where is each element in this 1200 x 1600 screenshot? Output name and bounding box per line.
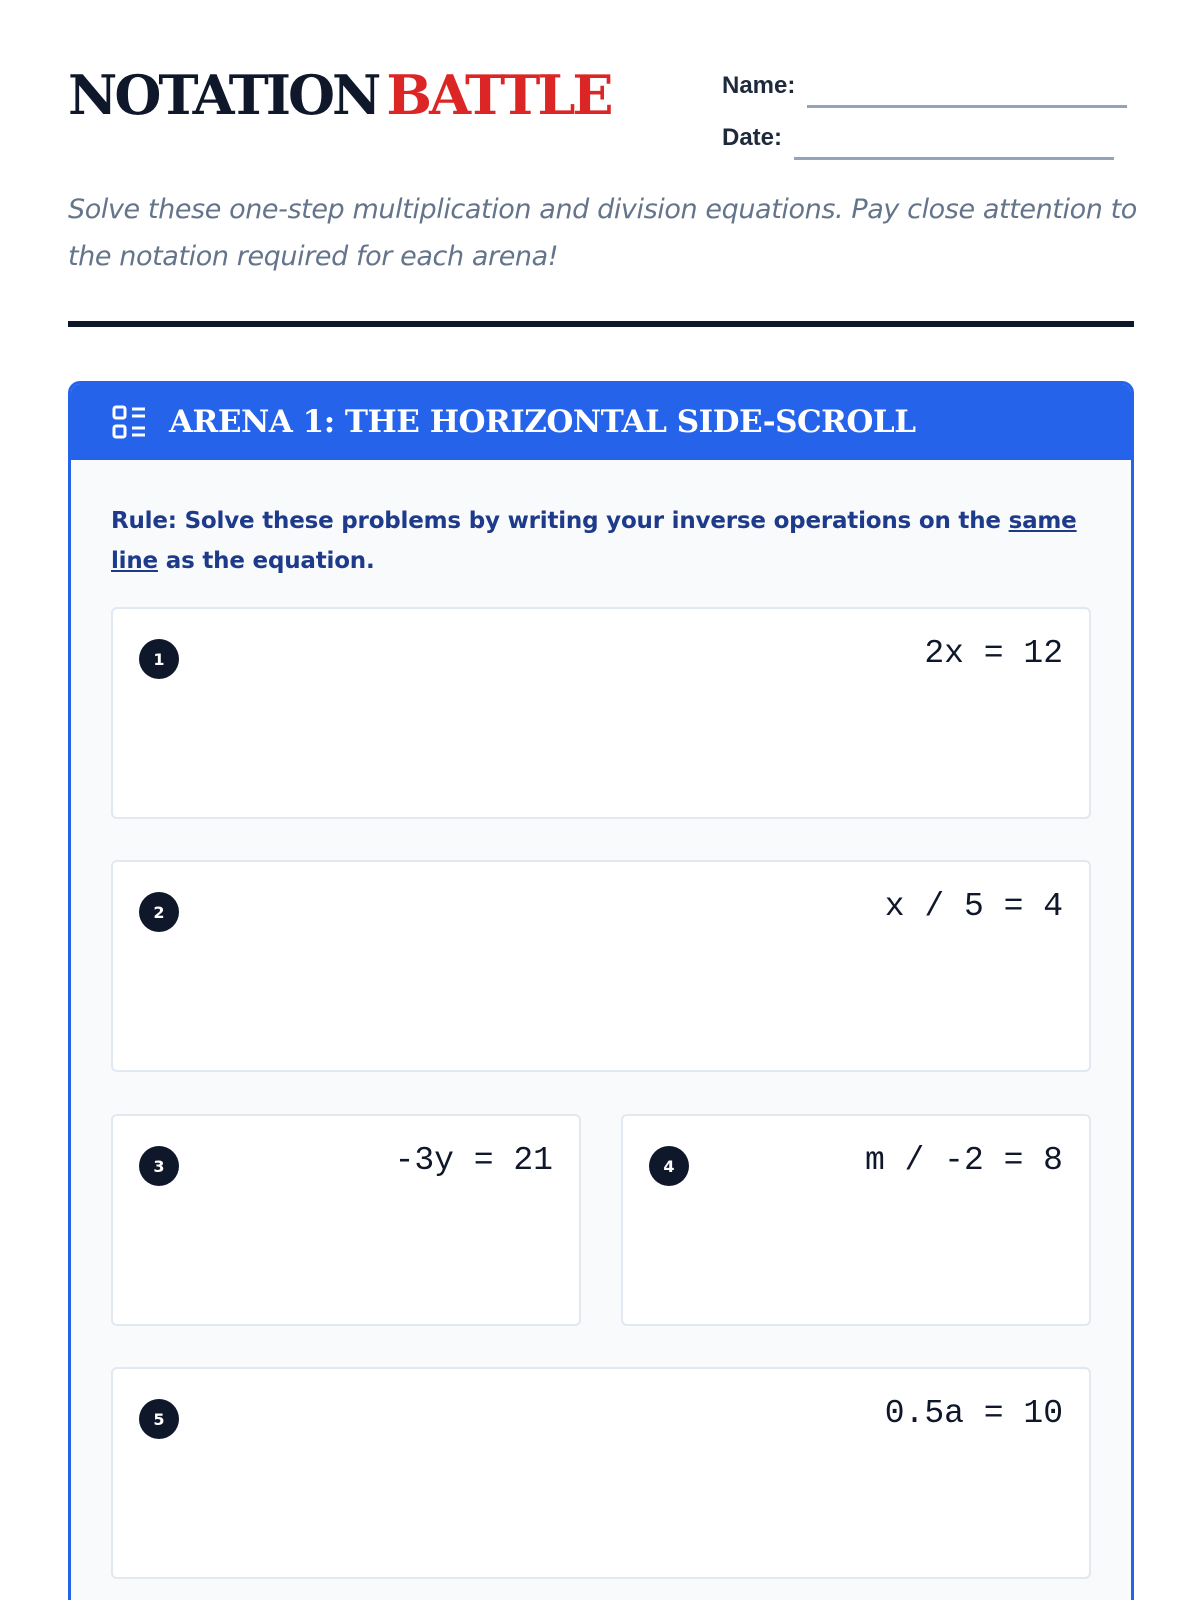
title-part-notation: NOTATION <box>68 63 379 127</box>
arena-rule <box>111 501 1101 581</box>
arena-1-panel <box>68 381 1134 1600</box>
problem-equation: 0.5a = 10 <box>884 1395 1063 1432</box>
rule-suffix: as the equation. <box>157 548 375 574</box>
name-line[interactable] <box>807 105 1127 108</box>
problem-card[interactable] <box>111 607 1091 819</box>
problem-card[interactable] <box>621 1114 1091 1326</box>
arena-header <box>71 384 1131 460</box>
problem-equation: -3y = 21 <box>394 1142 553 1179</box>
header-divider <box>68 321 1134 327</box>
worksheet-title <box>68 63 611 127</box>
problem-number-badge: 3 <box>139 1146 179 1186</box>
problem-number-badge: 4 <box>649 1146 689 1186</box>
problem-card[interactable] <box>111 1114 581 1326</box>
date-line[interactable] <box>794 157 1114 160</box>
problem-equation: 2x = 12 <box>924 635 1063 672</box>
problem-number-badge: 2 <box>139 892 179 932</box>
arena-title: ARENA 1: THE HORIZONTAL SIDE-SCROLL <box>169 404 916 440</box>
problem-card[interactable] <box>111 860 1091 1072</box>
problem-number-badge: 1 <box>139 639 179 679</box>
problem-number-badge: 5 <box>139 1399 179 1439</box>
worksheet-header <box>68 62 1134 151</box>
instructions-text: Solve these one-step multiplication and division equations. Pay close attention to the notation required for each arena! <box>68 194 1137 272</box>
rule-prefix: Rule: Solve these problems by writing your inverse operations on the <box>111 508 1009 534</box>
problem-card[interactable] <box>111 1367 1091 1579</box>
name-field[interactable] <box>722 72 1127 100</box>
rule-underlined: same line <box>111 508 1077 574</box>
list-icon <box>111 404 147 440</box>
date-label: Date: <box>722 124 783 151</box>
date-field[interactable] <box>722 124 1114 152</box>
problem-equation: m / -2 = 8 <box>864 1142 1063 1179</box>
problem-equation: x / 5 = 4 <box>884 888 1063 925</box>
name-label: Name: <box>722 72 796 99</box>
title-part-battle: BATTLE <box>386 63 611 127</box>
